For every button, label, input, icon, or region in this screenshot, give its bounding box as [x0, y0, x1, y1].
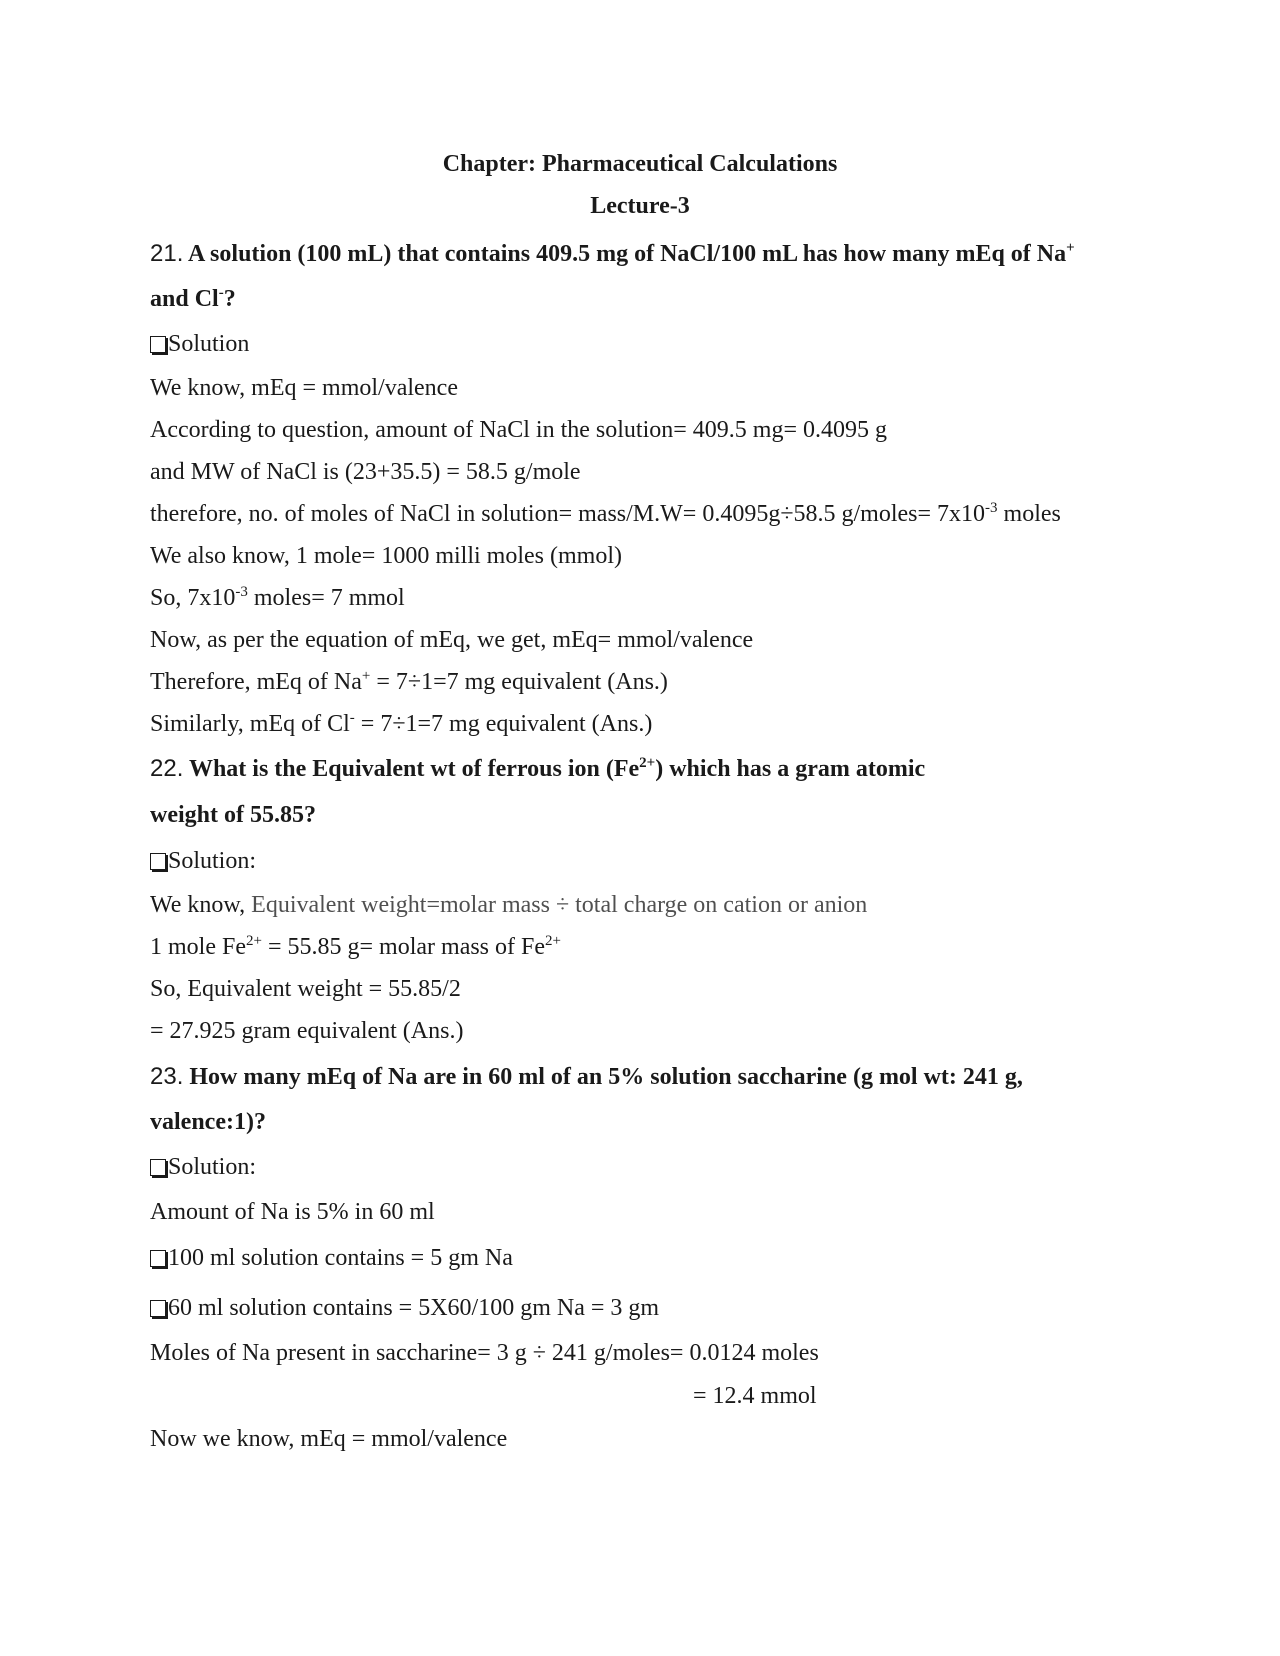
- solution-text: Therefore, mEq of Na: [150, 669, 362, 695]
- solution-line: and MW of NaCl is (23+35.5) = 58.5 g/mole: [150, 459, 581, 485]
- solution-text: therefore, no. of moles of NaCl in solution= mass/M.W= 0.4095g÷58.5 g/moles= 7x10: [150, 501, 986, 527]
- solution-line: According to question, amount of NaCl in the solution= 409.5 mg= 0.4095 g: [150, 417, 888, 443]
- chapter-title: Chapter: Pharmaceutical Calculations: [442, 151, 838, 177]
- superscript: +: [361, 668, 371, 684]
- solution-line: Now we know, mEq = mmol/valence: [150, 1426, 508, 1452]
- solution-text: 60 ml solution contains = 5X60/100 gm Na = 3 gm: [168, 1295, 660, 1321]
- solution-line: We also know, 1 mole= 1000 milli moles (mmol): [150, 543, 622, 569]
- solution-line: Moles of Na present in saccharine= 3 g ÷ 241 g/moles= 0.0124 moles: [150, 1340, 819, 1366]
- question-23-line-2: valence:1)?: [150, 1109, 266, 1135]
- solution-line: = 27.925 gram equivalent (Ans.): [150, 1018, 464, 1044]
- question-number: 21.: [150, 240, 184, 267]
- superscript: -3: [985, 500, 998, 516]
- question-22-line-1: [150, 757, 925, 781]
- checkbox-bullet-icon: [150, 1159, 166, 1176]
- solution-line: [150, 502, 1061, 526]
- solution-line: Now, as per the equation of mEq, we get, mEq= mmol/valence: [150, 627, 754, 653]
- superscript: -: [349, 710, 355, 726]
- solution-line: [150, 670, 668, 694]
- solution-line: Amount of Na is 5% in 60 ml: [150, 1199, 435, 1225]
- question-text: A solution (100 mL) that contains 409.5 mg of NaCl/100 mL has how many mEq of Na: [183, 241, 1067, 267]
- question-23-line-1: [150, 1065, 1023, 1089]
- question-21-line-1: [150, 242, 1075, 266]
- solution-line: [150, 1246, 513, 1270]
- lecture-title: Lecture-3: [590, 193, 690, 219]
- question-number: 23.: [150, 1063, 184, 1090]
- solution-heading-22: [150, 849, 256, 873]
- superscript: -: [218, 285, 224, 301]
- solution-line: So, Equivalent weight = 55.85/2: [150, 976, 461, 1002]
- solution-text: 1 mole Fe: [150, 934, 246, 960]
- solution-text: So, 7x10: [150, 585, 236, 611]
- question-text: What is the Equivalent wt of ferrous ion (Fe: [183, 756, 640, 782]
- solution-text: Similarly, mEq of Cl: [150, 711, 350, 737]
- question-text: and Cl: [150, 286, 219, 312]
- solution-text: 100 ml solution contains = 5 gm Na: [168, 1245, 513, 1271]
- solution-heading-23: [150, 1155, 256, 1179]
- solution-label: Solution:: [168, 848, 257, 874]
- solution-line: [150, 893, 867, 917]
- question-text: ?: [223, 286, 236, 312]
- checkbox-bullet-icon: [150, 1250, 166, 1267]
- solution-text: moles: [997, 501, 1061, 527]
- superscript: 2+: [246, 933, 262, 949]
- solution-line: [150, 586, 405, 610]
- checkbox-bullet-icon: [150, 336, 166, 353]
- question-text: ) which has a gram atomic: [655, 756, 926, 782]
- superscript: -3: [235, 584, 248, 600]
- question-21-line-2: [150, 287, 236, 311]
- solution-text: We know,: [150, 892, 252, 918]
- solution-text: Equivalent weight=molar mass ÷ total charge on cation or anion: [251, 892, 868, 918]
- solution-label: Solution: [168, 331, 250, 357]
- solution-heading-21: [150, 332, 249, 356]
- question-22-line-2: weight of 55.85?: [150, 802, 316, 828]
- solution-text: = 7÷1=7 mg equivalent (Ans.): [354, 711, 653, 737]
- solution-text: = 55.85 g= molar mass of Fe: [261, 934, 546, 960]
- superscript: +: [1066, 240, 1075, 256]
- question-text: How many mEq of Na are in 60 ml of an 5% solution saccharine (g mol wt: 241 g,: [183, 1064, 1023, 1090]
- solution-line: [150, 935, 561, 959]
- solution-label: Solution:: [168, 1154, 257, 1180]
- solution-text: moles= 7 mmol: [247, 585, 405, 611]
- checkbox-bullet-icon: [150, 1300, 166, 1317]
- superscript: 2+: [639, 755, 656, 771]
- checkbox-bullet-icon: [150, 853, 166, 870]
- solution-line: = 12.4 mmol: [693, 1383, 817, 1409]
- solution-line: [150, 1296, 659, 1320]
- superscript: 2+: [545, 933, 561, 949]
- solution-line: [150, 712, 652, 736]
- solution-text: = 7÷1=7 mg equivalent (Ans.): [370, 669, 668, 695]
- solution-line: We know, mEq = mmol/valence: [150, 375, 458, 401]
- question-number: 22.: [150, 755, 184, 782]
